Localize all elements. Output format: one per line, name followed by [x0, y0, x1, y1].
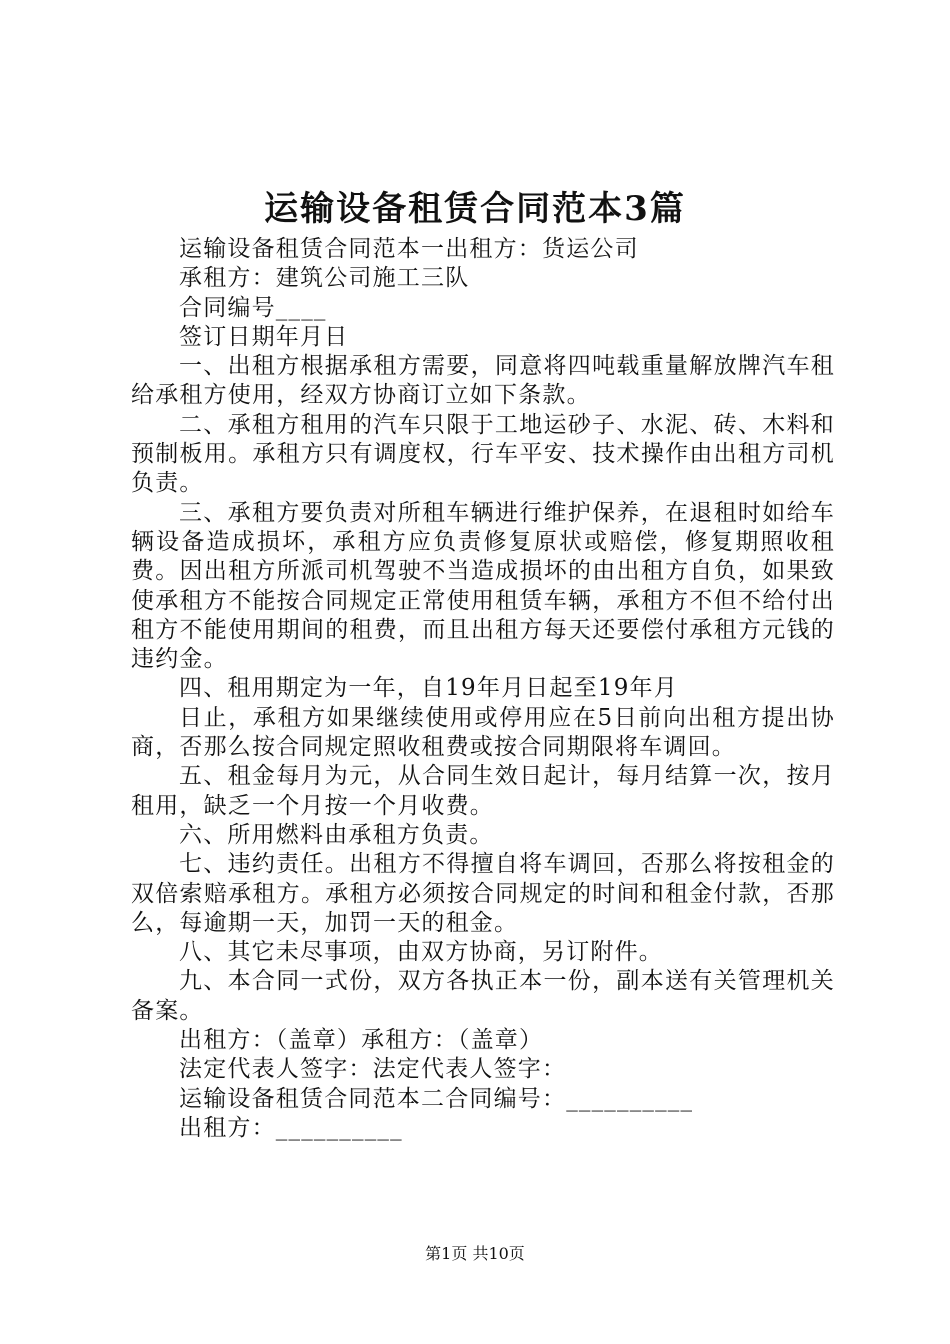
paragraph: 四、租用期定为一年，自19年月日起至19年月	[179, 675, 678, 702]
paragraph: 一、出租方根据承租方需要，同意将四吨载重量解放牌汽车租给承租方使用，经双方协商订立如下条款。	[131, 353, 835, 409]
paragraph: 二、承租方租用的汽车只限于工地运砂子、水泥、砖、木料和预制板用。承租方只有调度权，行车平安、技术操作由出租方司机负责。	[131, 411, 835, 497]
paragraph: 日止，承租方如果继续使用或停用应在5日前向出租方提出协商，否那么按合同规定照收租费或按合同期限将车调回。	[131, 704, 835, 761]
paragraph: 签订日期年月日	[179, 323, 349, 350]
paragraph: 八、其它未尽事项，由双方协商，另订附件。	[179, 939, 663, 966]
paragraph: 合同编号____	[179, 294, 327, 321]
document-body	[131, 235, 835, 1143]
paragraph: 三、承租方要负责对所租车辆进行维护保养，在退租时如给车辆设备造成损坏，承租方应负责修复原状或赔偿，修复期照收租费。因出租方所派司机驾驶不当造成损坏的由出租方自负，如果致使承租方不能按合同规定正常使用租赁车辆，承租方不但不给付出租方不能使用期间的租费，而且出租方每天还要偿付承租方元钱的违约金。	[131, 499, 835, 673]
paragraph: 运输设备租赁合同范本一出租方：货运公司	[179, 236, 639, 262]
document-title: 运输设备租赁合同范本3篇	[264, 189, 686, 229]
paragraph: 承租方：建筑公司施工三队	[179, 265, 470, 292]
paragraph: 六、所用燃料由承租方负责。	[179, 821, 494, 848]
paragraph: 九、本合同一式份，双方各执正本一份，副本送有关管理机关备案。	[131, 968, 835, 1024]
paragraph: 七、违约责任。出租方不得擅自将车调回，否那么将按租金的双倍索赔承租方。承租方必须按合同规定的时间和租金付款，否那么，每逾期一天，加罚一天的租金。	[131, 851, 835, 936]
paragraph: 运输设备租赁合同范本二合同编号：__________	[179, 1085, 694, 1112]
page-number-footer: 第1页 共10页	[425, 1244, 525, 1263]
paragraph: 五、租金每月为元，从合同生效日起计，每月结算一次，按月租用，缺乏一个月按一个月收费。	[131, 763, 835, 819]
paragraph: 法定代表人签字：法定代表人签字：	[179, 1056, 567, 1083]
paragraph: 出租方：（盖章）承租方：（盖章）	[179, 1027, 544, 1054]
paragraph: 出租方：__________	[179, 1114, 403, 1141]
